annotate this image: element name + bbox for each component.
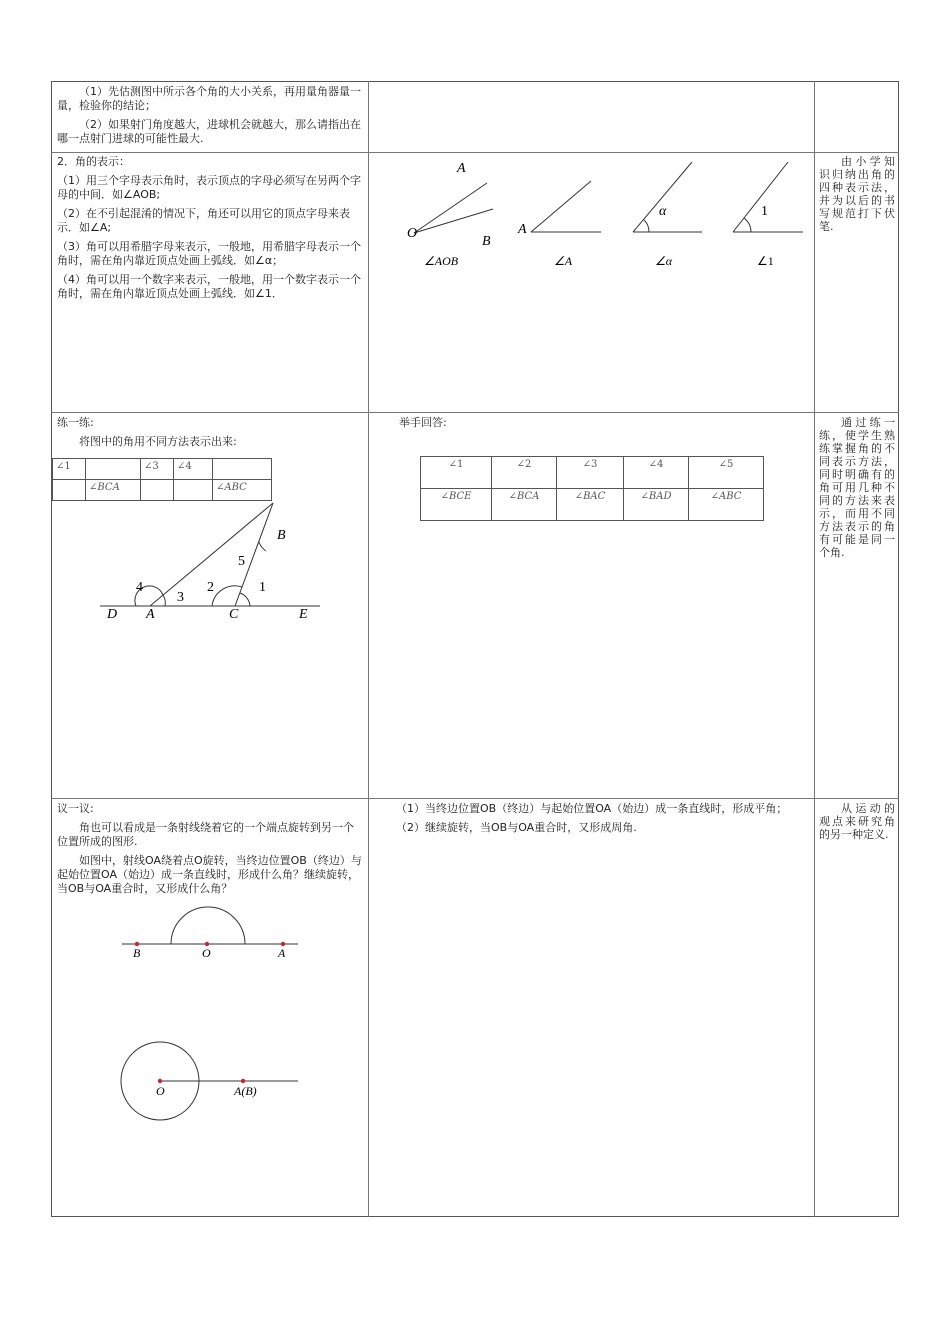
- label-a: A: [146, 607, 155, 622]
- row-divider: [51, 412, 899, 413]
- rule-1: （1）用三个字母表示角时，表示顶点的字母必须写在另两个字母的中间．如∠AOB;: [57, 174, 361, 201]
- caption-alpha: ∠α: [655, 254, 673, 268]
- label-a: A: [457, 161, 466, 176]
- arc-alpha: [644, 220, 649, 232]
- question-2: （2）如果射门角度越大，进球机会就越大，那么请指出在哪一点射门进球的可能性最大.: [57, 118, 361, 145]
- arc-2: [212, 586, 242, 606]
- arc-3: [163, 595, 165, 606]
- caption-aob: ∠AOB: [424, 254, 459, 268]
- label-vertex-a: A: [518, 222, 527, 237]
- table-cell: ∠ABC: [689, 489, 764, 521]
- label-o: O: [202, 946, 211, 960]
- table-cell: ∠2: [492, 457, 557, 489]
- label-b: B: [482, 234, 491, 249]
- discuss-question: 如图中，射线OA绕着点O旋转，当终边位置OB（终边）与起始位置OA（始边）成一条直线时，形成什么角？继续旋转，当OB与OA重合时，又形成什么角？: [57, 854, 362, 895]
- arc-one: [744, 218, 751, 232]
- row4-answers: [374, 802, 810, 840]
- column-divider: [814, 81, 815, 1217]
- answer-2: （2）继续旋转，当OB与OA重合时，又形成周角.: [396, 821, 637, 834]
- label-alpha: α: [659, 204, 667, 219]
- point-ab: [241, 1079, 245, 1083]
- ray-alpha1: [633, 162, 692, 232]
- table-cell: ∠3: [141, 459, 174, 480]
- row-divider: [51, 798, 899, 799]
- practice-figure: [52, 495, 368, 635]
- label-c: C: [229, 607, 239, 622]
- row2-text: [57, 155, 363, 306]
- label-3: 3: [177, 590, 184, 605]
- practice-heading: 练一练:: [57, 416, 94, 429]
- practice-instruction: 将图中的角用不同方法表示出来:: [79, 435, 237, 448]
- discuss-heading: 议一议:: [57, 802, 94, 815]
- table-cell: ∠BCA: [86, 480, 141, 501]
- answer-1: （1）当终边位置OB（终边）与起始位置OA（始边）成一条直线时，形成平角；: [396, 802, 788, 815]
- table-cell: ∠BAD: [624, 489, 689, 521]
- label-ab: A(B): [234, 1084, 257, 1098]
- rule-4: （4）角可以用一个数字来表示，一般地，用一个数字表示一个角时，需在角内靠近顶点处画上弧线．如∠1．: [57, 273, 361, 300]
- table-cell: ∠3: [557, 457, 624, 489]
- teacher-note-3: 通过练一练，使学生熟练掌握角的不同表示方法，同时明确有的角可用几种不同的方法来表示，而用不同方法表示的角有可能是同一个角.: [819, 416, 895, 559]
- answer-table: [420, 456, 764, 521]
- table-cell: ∠4: [174, 459, 213, 480]
- label-a: A: [278, 946, 286, 960]
- discuss-definition: 角也可以看成是一条射线绕着它的一个端点旋转到另一个位置所成的图形.: [57, 821, 354, 848]
- label-4: 4: [136, 580, 143, 595]
- label-1: 1: [259, 580, 266, 595]
- table-cell: ∠BCA: [492, 489, 557, 521]
- arc-5: [259, 542, 266, 551]
- label-o: O: [156, 1084, 165, 1098]
- table-cell: ∠ABC: [213, 480, 272, 501]
- row4-text: [57, 802, 363, 901]
- ray-ob: [414, 209, 493, 233]
- angle-notation-figures: [369, 153, 814, 283]
- rule-2: （2）在不引起混淆的情况下，角还可以用它的顶点字母来表示．如∠A;: [57, 207, 350, 234]
- ray-one1: [733, 162, 788, 232]
- table-cell: [86, 459, 141, 480]
- label-b: B: [277, 528, 286, 543]
- table-cell: ∠1: [53, 459, 86, 480]
- teacher-note-4: 从运动的观点来研究角的另一种定义.: [819, 802, 895, 841]
- row1-text: [57, 85, 363, 151]
- table-cell: ∠4: [624, 457, 689, 489]
- half-circle: [171, 907, 245, 944]
- table-cell: ∠5: [689, 457, 764, 489]
- label-e: E: [299, 607, 308, 622]
- label-one: 1: [761, 204, 768, 219]
- label-o: O: [407, 226, 418, 241]
- label-2: 2: [207, 580, 214, 595]
- teacher-note-2: 由小学知识归纳出角的四种表示法，并为以后的书写规范打下伏笔.: [819, 155, 895, 233]
- section-heading: 2．角的表示：: [57, 155, 130, 168]
- table-cell: ∠1: [421, 457, 492, 489]
- ray-oa: [414, 183, 487, 233]
- label-5: 5: [238, 554, 245, 569]
- label-b: B: [133, 946, 141, 960]
- rule-3: （3）角可以用希腊字母来表示，一般地，用希腊字母表示一个角时，需在角内靠近顶点处画上弧线．如∠α；: [57, 240, 361, 267]
- caption-one: ∠1: [757, 254, 774, 268]
- caption-a: ∠A: [554, 254, 573, 268]
- question-1: （1）先估测图中所示各个角的大小关系，再用量角器量一量，检验你的结论；: [57, 85, 361, 112]
- full-angle-figure: [52, 1035, 368, 1130]
- arc-1: [240, 593, 250, 606]
- answer-heading: 举手回答:: [399, 416, 447, 429]
- table-cell: ∠BAC: [557, 489, 624, 521]
- table-cell: ∠BCE: [421, 489, 492, 521]
- straight-angle-figure: [52, 900, 368, 970]
- label-d: D: [107, 607, 118, 622]
- ray-a1: [531, 181, 591, 232]
- table-cell: [213, 459, 272, 480]
- row3-text: [57, 416, 363, 454]
- point-o: [158, 1079, 162, 1083]
